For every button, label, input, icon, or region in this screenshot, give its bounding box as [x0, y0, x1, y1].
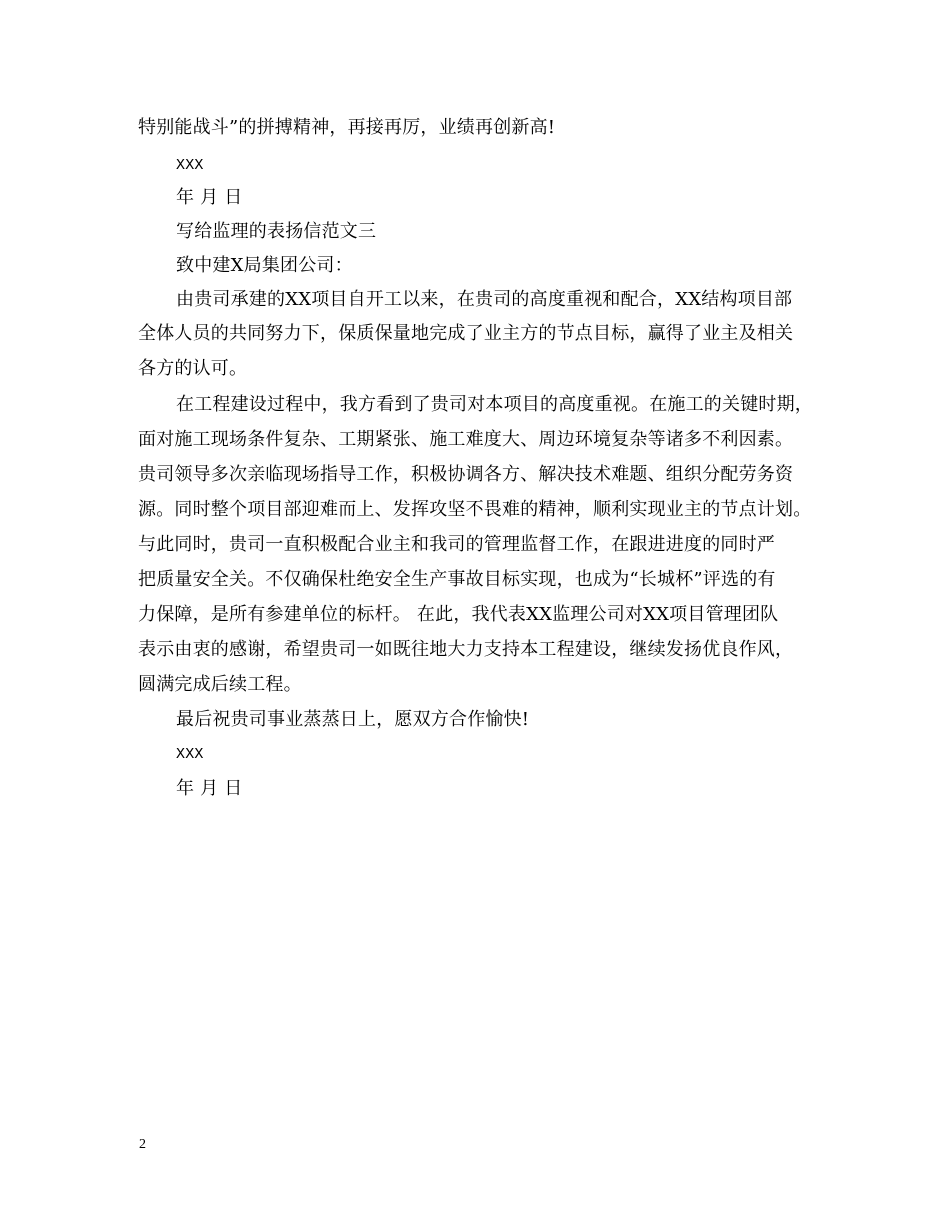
paragraph-line: 力保障，是所有参建单位的标杆。 在此，我代表XX监理公司对XX项目管理团队 — [138, 604, 779, 625]
signature-date: 年 月 日 — [176, 187, 243, 208]
paragraph-line: 全体人员的共同努力下，保质保量地完成了业主方的节点目标，赢得了业主及相关 — [138, 323, 794, 344]
paragraph-line: 源。同时整个项目部迎难而上、发挥攻坚不畏难的精神，顺利实现业主的节点计划。 — [138, 499, 812, 520]
signature-name: XXX — [176, 746, 204, 763]
page-number: 2 — [139, 1137, 146, 1152]
salutation: 致中建Ⅹ局集团公司： — [176, 255, 353, 276]
paragraph-line: 贵司领导多次亲临现场指导工作，积极协调各方、解决技术难题、组织分配劳务资 — [138, 464, 794, 485]
paragraph-line: 面对施工现场条件复杂、工期紧张、施工难度大、周边环境复杂等诸多不利因素。 — [138, 429, 794, 450]
paragraph-line: 由贵司承建的XX项目自开工以来，在贵司的高度重视和配合，XX结构项目部 — [176, 289, 793, 310]
closing-line: 最后祝贵司事业蒸蒸日上，愿双方合作愉快! — [176, 709, 530, 730]
paragraph-line: 把质量安全关。不仅确保杜绝安全生产事故目标实现，也成为“长城杯”评选的有 — [138, 569, 776, 590]
signature-date: 年 月 日 — [176, 778, 243, 799]
paragraph-line: 特别能战斗”的拼搏精神，再接再厉，业绩再创新高! — [138, 117, 556, 138]
paragraph-line: 圆满完成后续工程。 — [138, 674, 302, 695]
paragraph-line: 表示由衷的感谢，希望贵司一如既往地大力支持本工程建设，继续发扬优良作风， — [138, 639, 794, 660]
signature-name: XXX — [176, 157, 204, 174]
paragraph-line: 与此同时，贵司一直积极配合业主和我司的管理监督工作，在跟进进度的同时严 — [138, 534, 775, 555]
paragraph-line: 在工程建设过程中，我方看到了贵司对本项目的高度重视。在施工的关键时期， — [176, 394, 813, 415]
paragraph-line: 各方的认可。 — [138, 358, 248, 379]
section-title: 写给监理的表扬信范文三 — [176, 221, 377, 242]
